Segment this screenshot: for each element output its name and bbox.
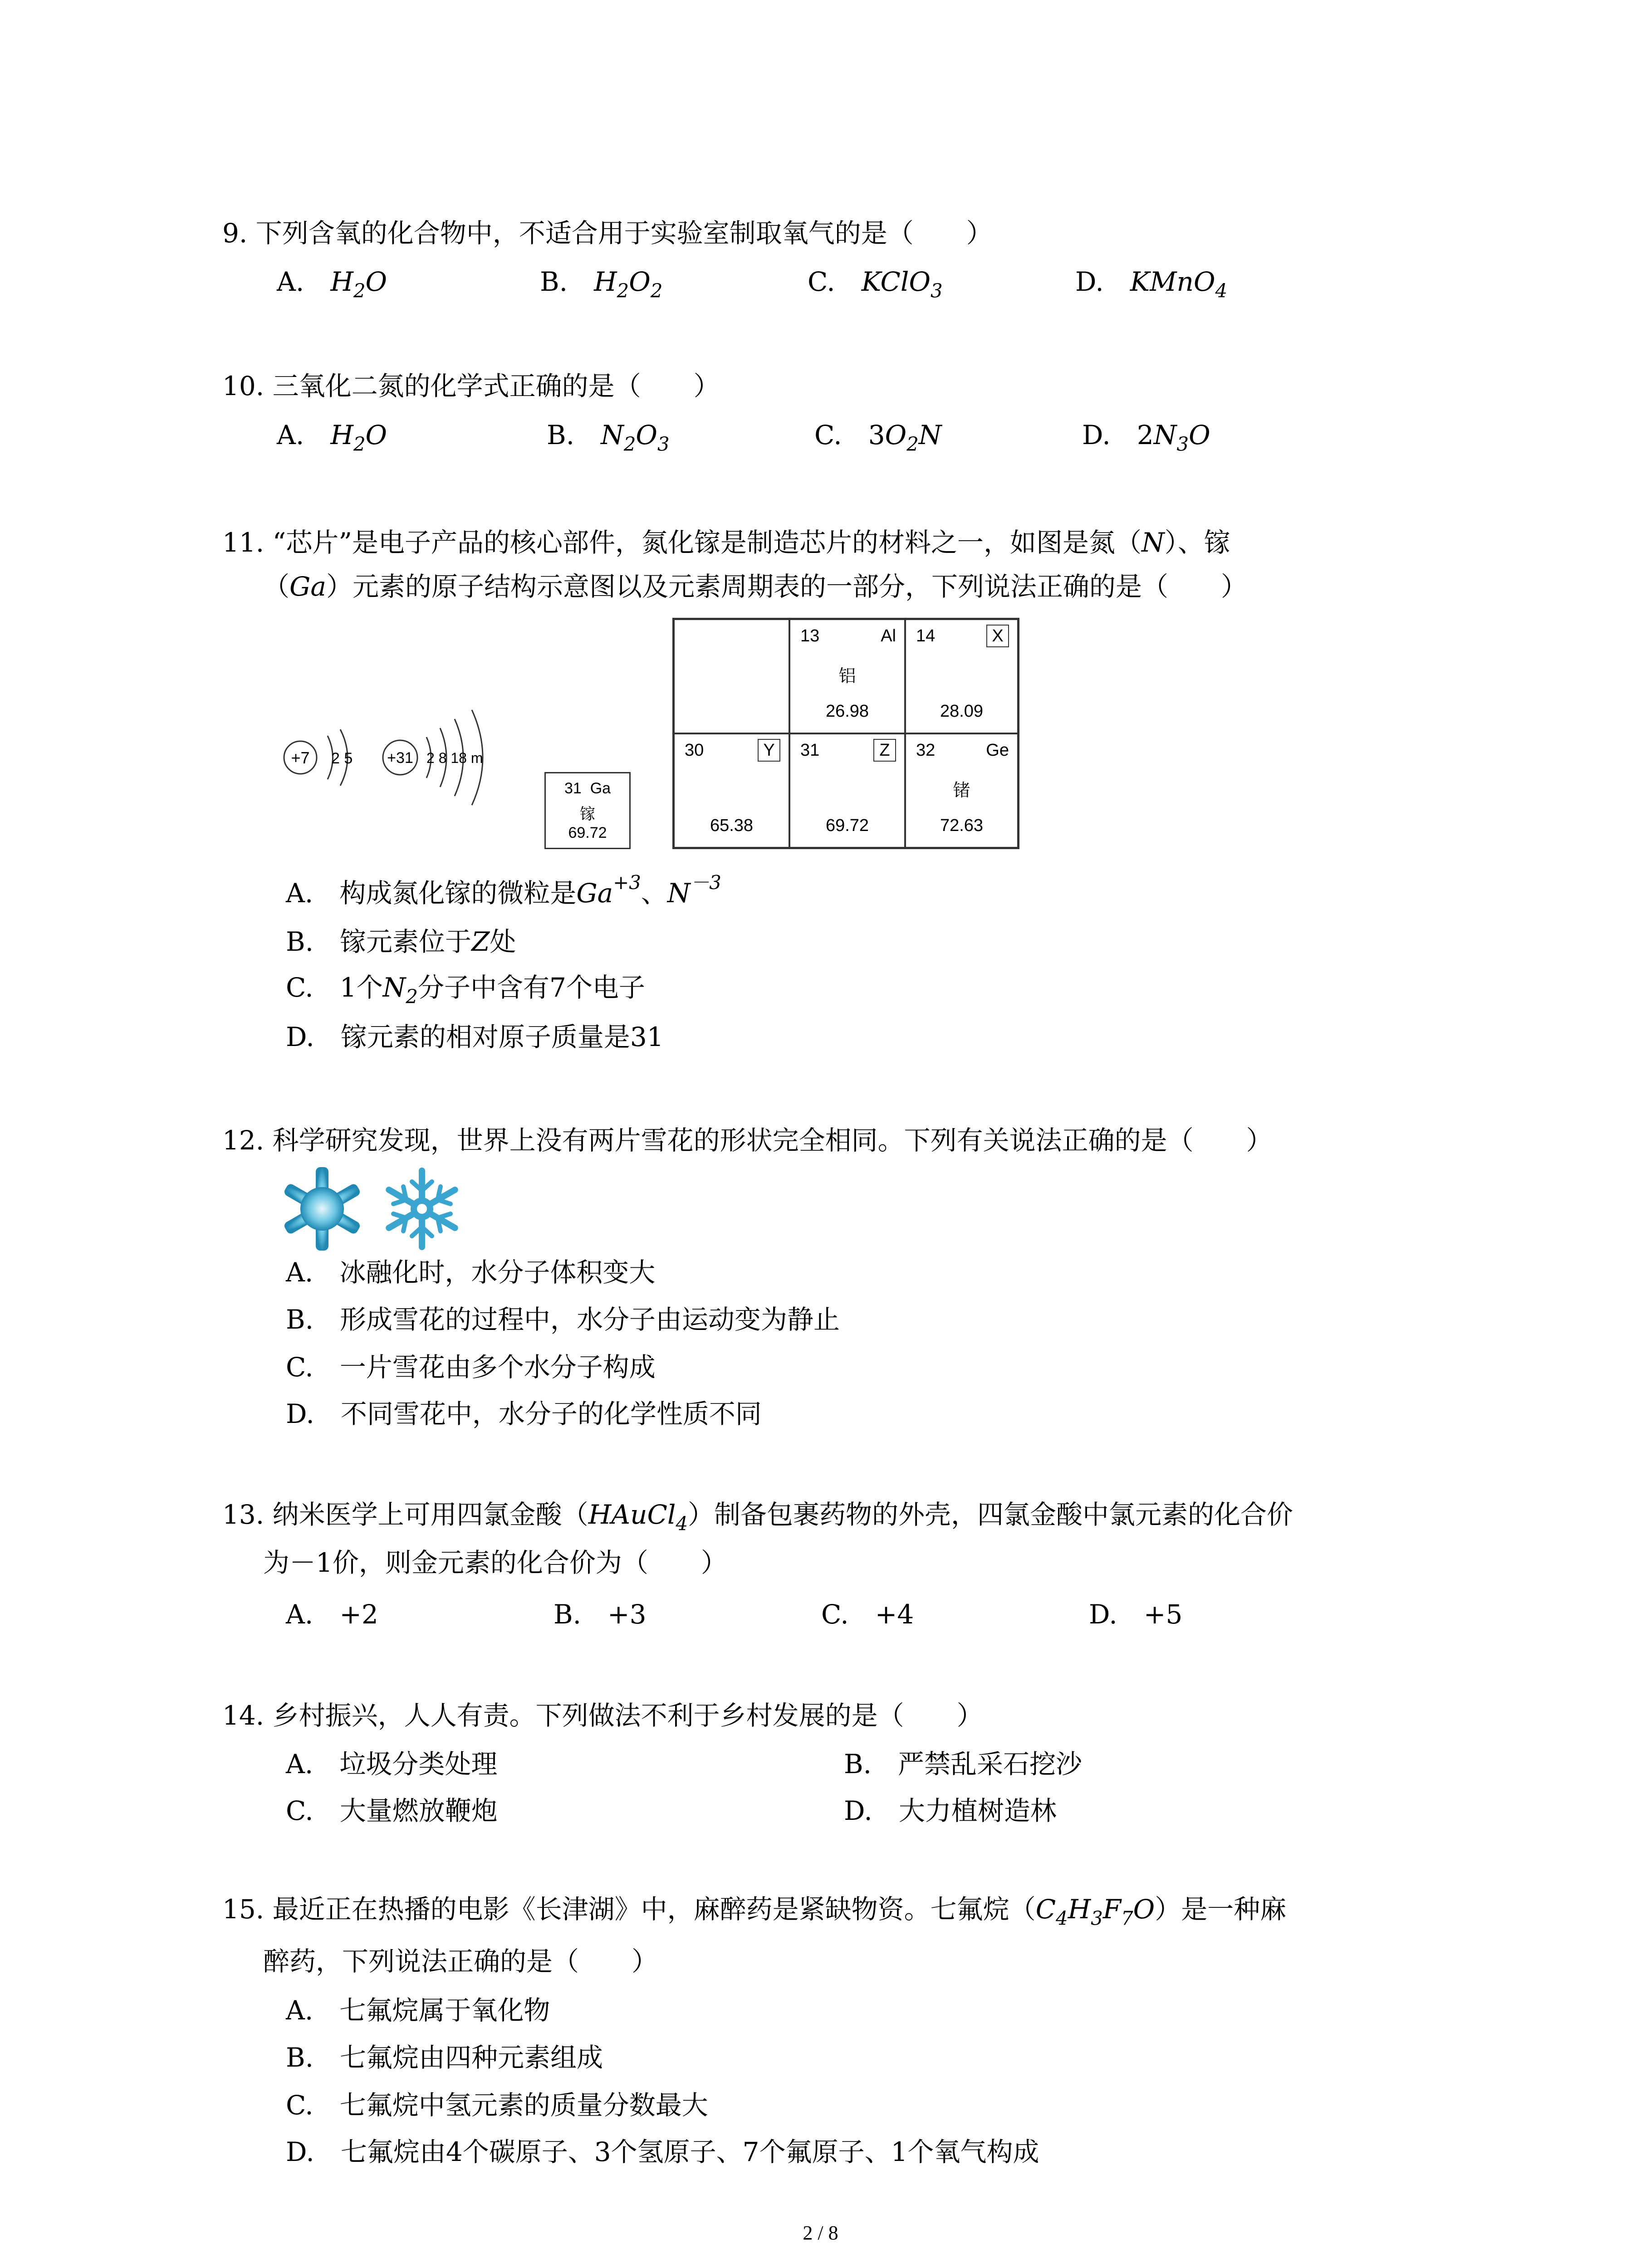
pt-z-mass: 69.72 [825,816,869,835]
q14-option-b: B. 严禁乱采石挖沙 [844,1749,1083,1779]
q10-option-c: C. $3O_2N$ [814,420,942,455]
q12-option-a: A. 冰融化时，水分子体积变大 [286,1257,656,1288]
q9-stem: 9. 下列含氧的化合物中，不适合用于实验室制取氧气的是（ ） [222,218,993,249]
q10-stem: 10. 三氧化二氮的化学式正确的是（ ） [222,371,720,401]
pt-al-name: 铝 [838,667,856,686]
pt-x-number: 14 [916,626,936,645]
q13-option-d: D. +5 [1089,1599,1183,1630]
q9-option-a: A. $H_2O$ [277,266,387,302]
ga-card-mass: 69.72 [568,824,607,841]
gallium-element-card [544,772,631,849]
ga-card-number-symbol: 31 Ga [564,780,611,797]
q11-stem-line1: 11. “芯片”是电子产品的核心部件，氮化镓是制造芯片的材料之一，如图是氮（N）、镓 [222,527,1230,558]
ga-card-chinese-name: 镓 [580,806,595,823]
q15-stem-line1: 15. 最近正在热播的电影《长津湖》中，麻醉药是紧缺物资。七氟烷$(C_4H_3F_7O)$是一种麻 [222,1894,1287,1930]
q14-option-d: D. 大力植树造林 [844,1795,1057,1826]
q14-option-c: C. 大量燃放鞭炮 [286,1795,498,1826]
pt-ge-mass: 72.63 [940,816,984,835]
q13-option-c: C. +4 [821,1599,914,1630]
q9-option-d: D. KMnO$_4$ [1075,266,1228,302]
q9-option-b: B. $H_2O_2$ [540,266,663,302]
pt-x-box: X [986,625,1009,647]
q11-option-d: D. 镓元素的相对原子质量是31 [286,1022,664,1052]
q10-option-d: D. $2N_3O$ [1082,420,1210,455]
q11-option-b: B. 镓元素位于Z处 [286,926,516,957]
pt-z-box: Z [873,739,896,762]
q10-option-a: A. $H_2O$ [277,420,387,455]
n-shell-electrons: 2 5 [331,750,353,767]
pt-cell-x [905,619,1018,733]
q13-stem-line1: 13. 纳米医学上可用四氯金酸（HAuCl$_4$）制备包裹药物的外壳，四氯金酸中氯元素的化合价 [222,1499,1293,1535]
pt-cell-y [674,733,789,848]
ga-shell-electrons: 2 8 18 m [426,750,483,766]
q12-option-d: D. 不同雪花中，水分子的化学性质不同 [286,1398,762,1429]
pt-al-number: 13 [800,626,820,645]
q15-option-c: C. 七氟烷中氢元素的质量分数最大 [286,2090,708,2121]
pt-cell-z [789,733,905,848]
pt-z-number: 31 [800,741,820,760]
snowflake-icon-1 [283,1167,361,1251]
q13-stem-line2: 为－1价，则金元素的化合价为（ ） [263,1547,727,1578]
pt-x-mass: 28.09 [940,702,984,721]
q14-option-a: A. 垃圾分类处理 [286,1749,498,1779]
pt-y-mass: 65.38 [710,816,754,835]
q11-stem-line2: （Ga）元素的原子结构示意图以及元素周期表的一部分，下列说法正确的是（ ） [263,571,1247,602]
n-nucleus-label: +7 [291,748,310,767]
pt-cell-aluminum [789,619,905,733]
q12-option-c: C. 一片雪花由多个水分子构成 [286,1352,656,1383]
pt-ge-name: 锗 [953,781,970,800]
periodic-table-fragment [672,618,1019,849]
ga-nucleus-label: +31 [387,749,413,767]
pt-y-box: Y [758,739,780,762]
snowflake-icon-2 [389,1171,455,1247]
nitrogen-atom-diagram [277,708,377,807]
pt-cell-germanium [905,733,1018,848]
pt-al-mass: 26.98 [825,702,869,721]
pt-y-number: 30 [685,741,704,760]
q15-option-b: B. 七氟烷由四种元素组成 [286,2042,603,2073]
gallium-atom-diagram [377,694,526,816]
pt-ge-number: 32 [916,741,936,760]
q12-option-b: B. 形成雪花的过程中，水分子由运动变为静止 [286,1304,840,1335]
q9-option-c: C. KClO$_3$ [808,266,943,302]
q10-option-b: B. $N_2O_3$ [547,420,670,455]
q13-option-b: B. +3 [554,1599,647,1630]
q12-stem: 12. 科学研究发现，世界上没有两片雪花的形状完全相同。下列有关说法正确的是（ ） [222,1125,1273,1156]
q14-stem: 14. 乡村振兴，人人有责。下列做法不利于乡村发展的是（ ） [222,1700,983,1731]
q15-option-a: A. 七氟烷属于氧化物 [286,1995,550,2026]
pt-al-symbol: Al [881,626,896,645]
q15-option-d: D. 七氟烷由4个碳原子、3个氢原子、7个氟原子、1个氧气构成 [286,2136,1039,2167]
page-number: 2 / 8 [803,2222,838,2244]
pt-empty-cell [674,619,789,733]
pt-ge-symbol: Ge [986,741,1009,760]
snowflake-images [277,1166,467,1252]
q11-option-c: C. 1个$N_2$分子中含有7个电子 [286,972,645,1008]
q15-stem-line2: 醉药，下列说法正确的是（ ） [263,1946,658,1977]
q13-option-a: A. +2 [286,1599,378,1630]
q11-option-a: A. 构成氮化镓的微粒是$Ga^{+3}$、$N^{-3}$ [286,871,721,909]
